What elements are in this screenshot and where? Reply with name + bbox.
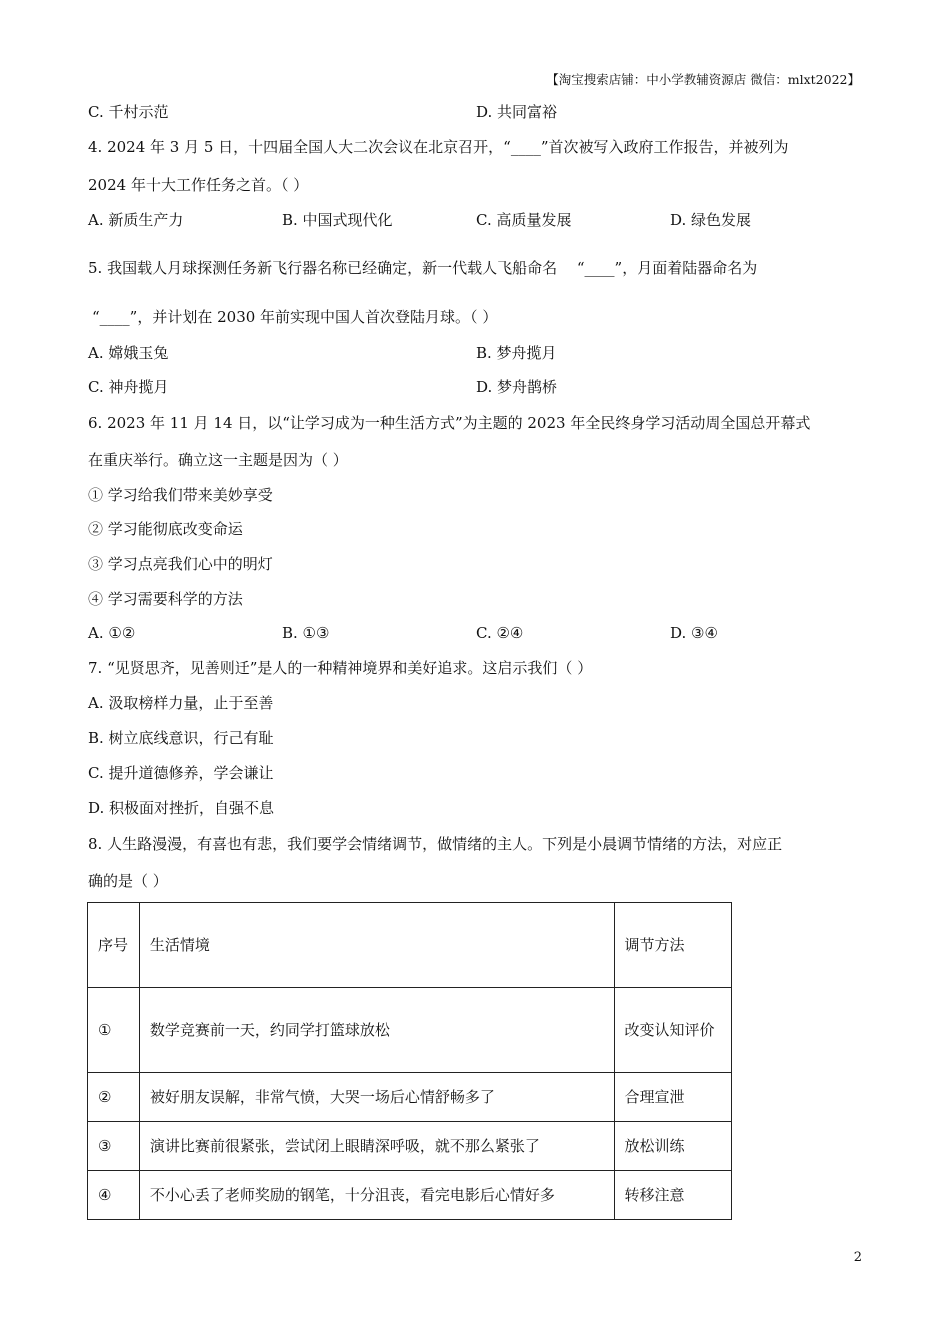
q4-stem-line1: 4. 2024 年 3 月 5 日，十四届全国人大二次会议在北京召开，“____”首次被写入政府工作报告，并被列为 (88, 138, 789, 156)
q7-option-b: B. 树立底线意识，行己有耻 (88, 729, 274, 747)
row-method: 放松训练 (614, 1122, 731, 1171)
q4-option-a: A. 新质生产力 (88, 211, 184, 229)
q3-option-d: D. 共同富裕 (476, 103, 558, 121)
q4-option-d: D. 绿色发展 (670, 211, 752, 229)
q5-option-c: C. 神舟揽月 (88, 378, 169, 396)
q7-option-a: A. 汲取榜样力量，止于至善 (88, 694, 274, 712)
table-row (88, 1171, 732, 1220)
row-method: 改变认知评价 (614, 988, 731, 1073)
q6-statement-1: ① 学习给我们带来美妙享受 (88, 486, 273, 504)
q7-option-d: D. 积极面对挫折，自强不息 (88, 799, 275, 817)
row-number: ② (88, 1073, 140, 1122)
page-header-watermark: 【淘宝搜索店铺：中小学教辅资源店 微信：mlxt2022】 (546, 72, 860, 87)
q5-stem-line1: 5. 我国载人月球探测任务新飞行器名称已经确定，新一代载人飞船命名 “____”，月面着陆器命名为 (88, 259, 758, 277)
row-situation: 被好朋友误解，非常气愤，大哭一场后心情舒畅多了 (139, 1073, 614, 1122)
q7-stem: 7. “见贤思齐，见善则迁”是人的一种精神境界和美好追求。这启示我们（ ） (88, 659, 593, 677)
row-situation: 不小心丢了老师奖励的钢笔，十分沮丧，看完电影后心情好多 (139, 1171, 614, 1220)
q6-stem-line1: 6. 2023 年 11 月 14 日，以“让学习成为一种生活方式”为主题的 2023 年全民终身学习活动周全国总开幕式 (88, 414, 811, 432)
q4-option-c: C. 高质量发展 (476, 211, 572, 229)
q6-option-d: D. ③④ (670, 624, 718, 642)
q8-stem-line2: 确的是（ ） (88, 872, 168, 890)
q6-statement-2: ② 学习能彻底改变命运 (88, 520, 243, 538)
row-number: ④ (88, 1171, 140, 1220)
header-cell-method: 调节方法 (614, 903, 731, 988)
q5-option-b: B. 梦舟揽月 (476, 344, 557, 362)
row-number: ③ (88, 1122, 140, 1171)
q6-stem-line2: 在重庆举行。确立这一主题是因为（ ） (88, 451, 348, 469)
q6-statement-4: ④ 学习需要科学的方法 (88, 590, 243, 608)
q5-option-a: A. 嫦娥玉兔 (88, 344, 169, 362)
q6-option-a: A. ①② (88, 624, 136, 642)
table-header-row (88, 903, 732, 988)
table-row (88, 1122, 732, 1171)
page-number: 2 (853, 1250, 862, 1265)
q6-option-c: C. ②④ (476, 624, 524, 642)
table-row (88, 988, 732, 1073)
header-cell-situation: 生活情境 (139, 903, 614, 988)
q6-statement-3: ③ 学习点亮我们心中的明灯 (88, 555, 273, 573)
q5-option-d: D. 梦舟鹊桥 (476, 378, 558, 396)
q8-emotion-table (87, 902, 732, 1220)
header-cell-number: 序号 (88, 903, 140, 988)
q5-stem-line2: “____”，并计划在 2030 年前实现中国人首次登陆月球。（ ） (92, 308, 498, 326)
table-row (88, 1073, 732, 1122)
row-method: 转移注意 (614, 1171, 731, 1220)
q8-stem-line1: 8. 人生路漫漫，有喜也有悲，我们要学会情绪调节，做情绪的主人。下列是小晨调节情绪的方法，对应正 (88, 835, 783, 853)
row-situation: 演讲比赛前很紧张，尝试闭上眼睛深呼吸，就不那么紧张了 (139, 1122, 614, 1171)
row-method: 合理宣泄 (614, 1073, 731, 1122)
row-number: ① (88, 988, 140, 1073)
q3-option-c: C. 千村示范 (88, 103, 169, 121)
q4-stem-line2: 2024 年十大工作任务之首。（ ） (88, 176, 309, 194)
q4-option-b: B. 中国式现代化 (282, 211, 393, 229)
row-situation: 数学竞赛前一天，约同学打篮球放松 (139, 988, 614, 1073)
q6-option-b: B. ①③ (282, 624, 330, 642)
q7-option-c: C. 提升道德修养，学会谦让 (88, 764, 274, 782)
